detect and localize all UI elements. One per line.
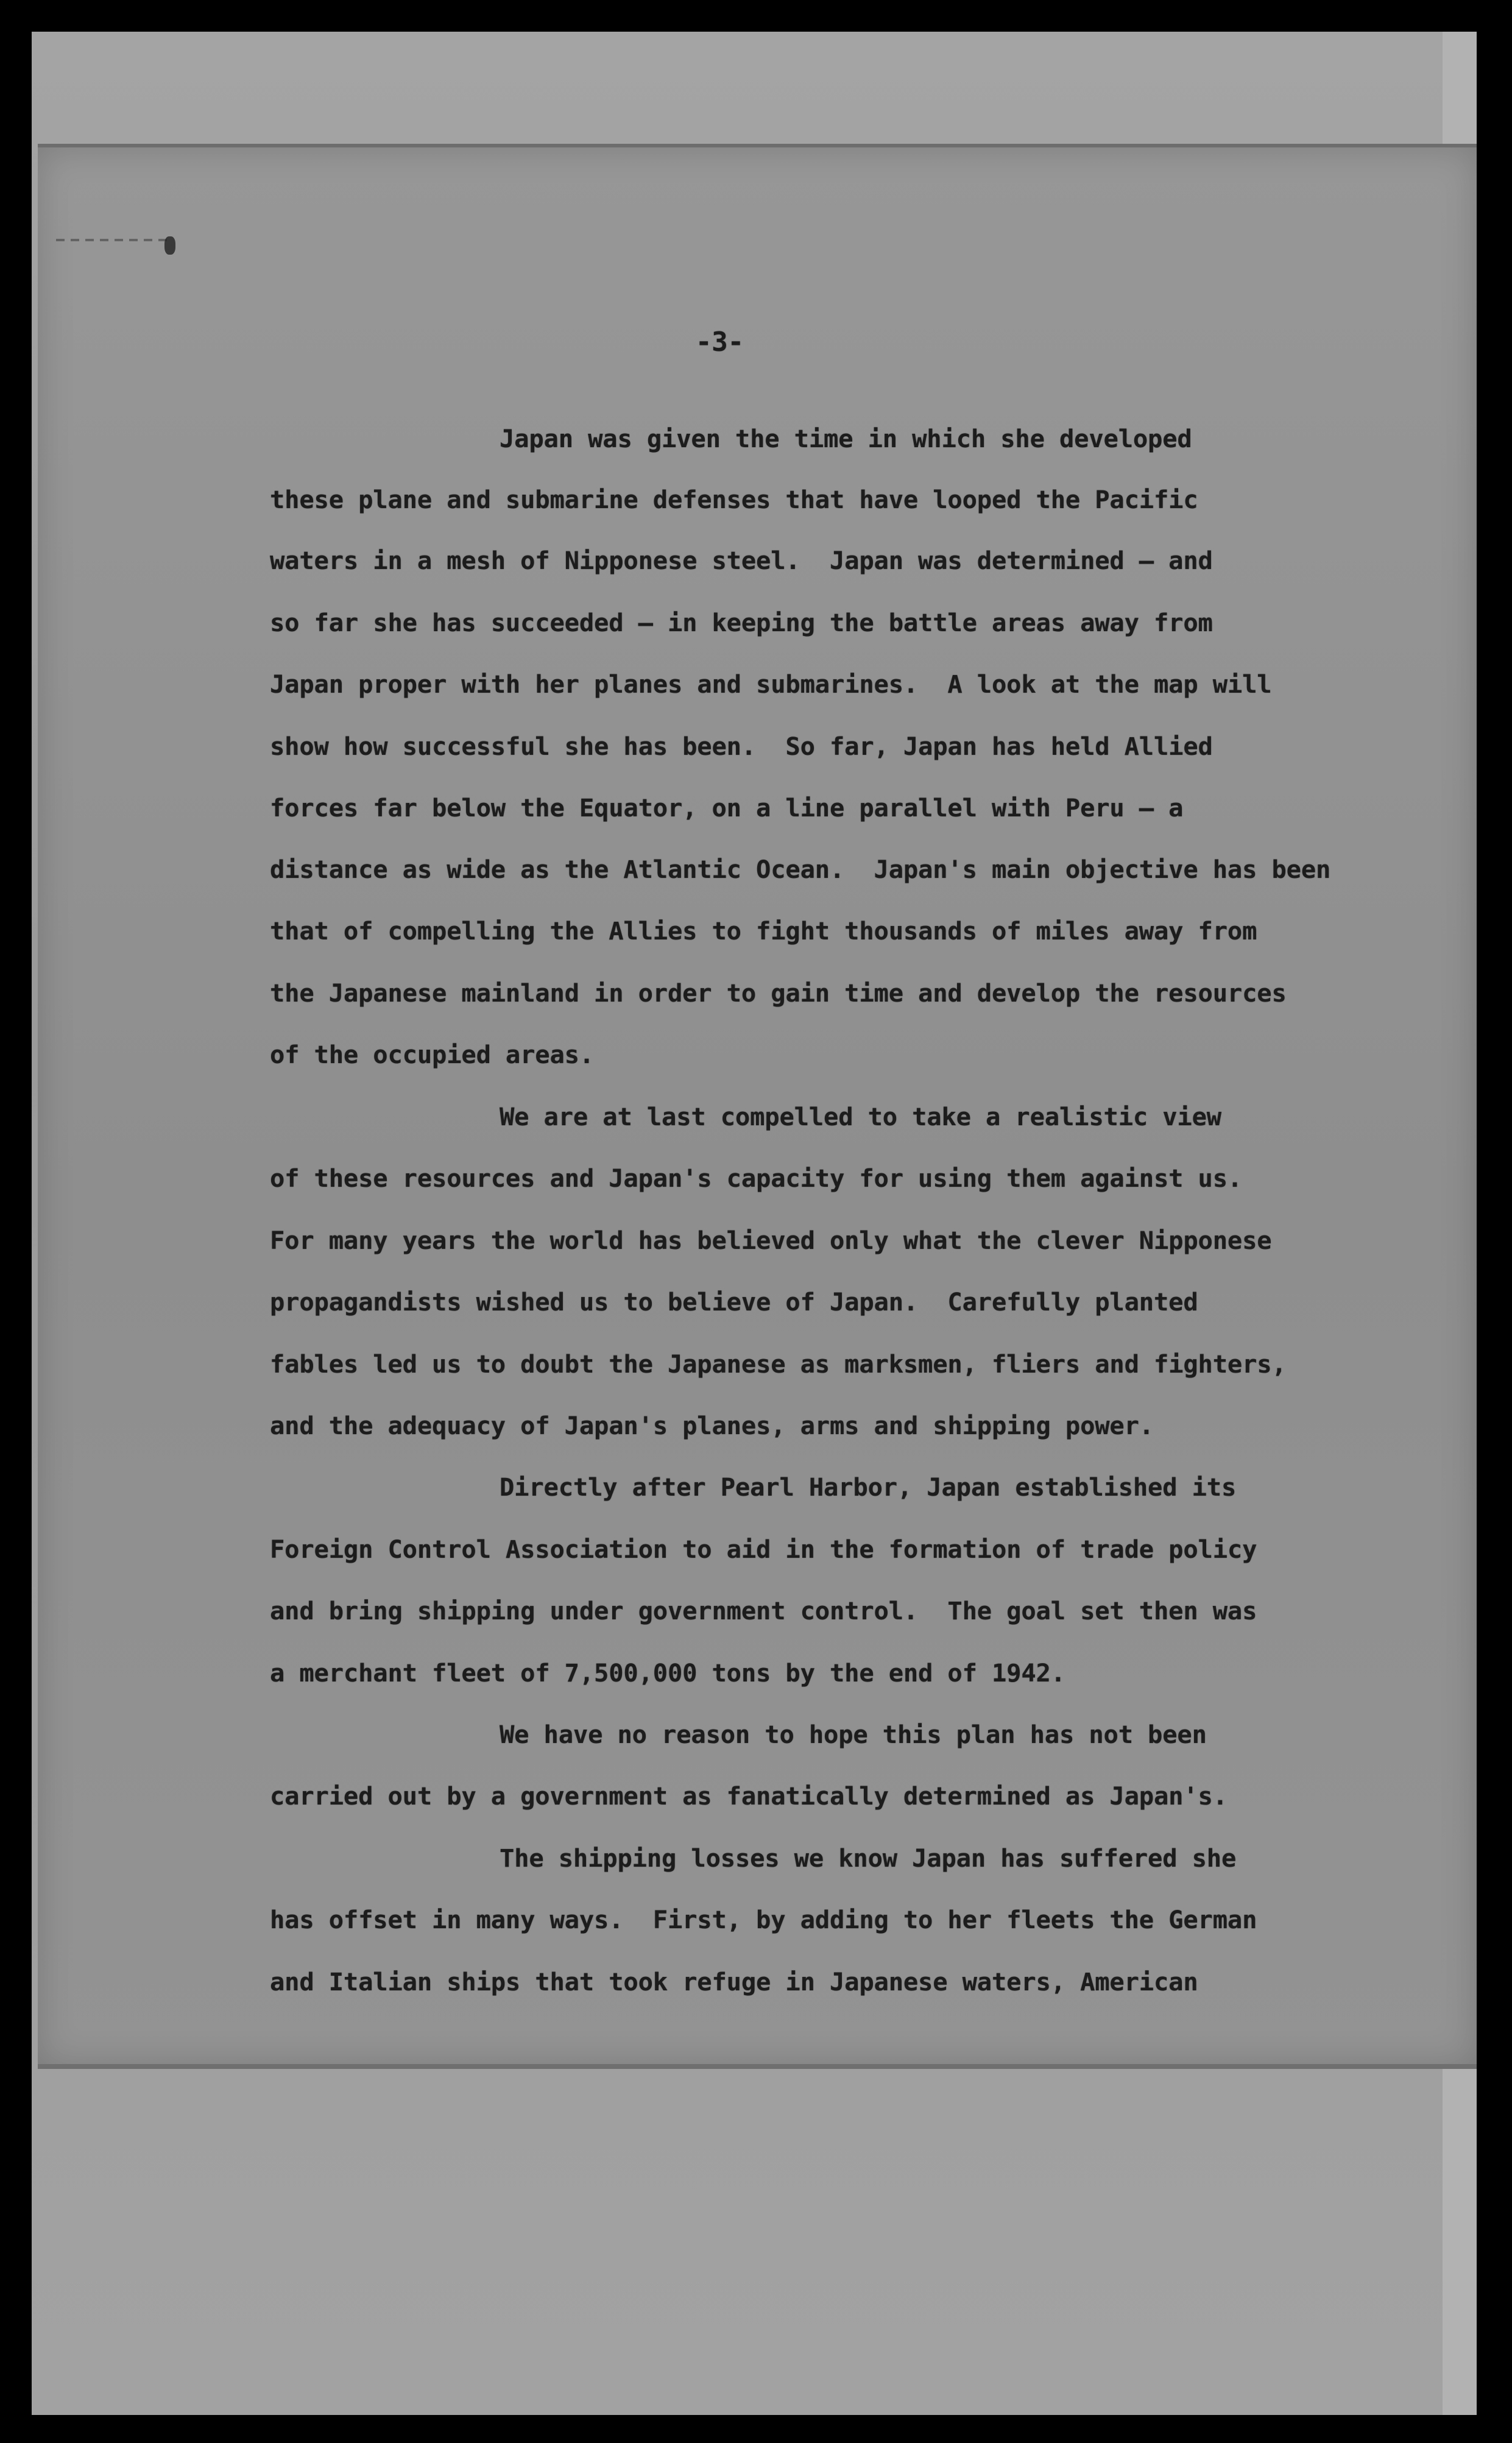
text-line: a merchant fleet of 7,500,000 tons by the end of 1942. xyxy=(270,1658,1065,1688)
page-bottom-edge xyxy=(38,2064,1477,2069)
text-line: so far she has succeeded — in keeping the battle areas away from xyxy=(270,608,1213,637)
text-line: We have no reason to hope this plan has not been xyxy=(500,1720,1207,1749)
margin-blot xyxy=(164,236,175,255)
text-line: these plane and submarine defenses that have looped the Pacific xyxy=(270,485,1198,514)
text-line: propagandists wished us to believe of Japan. Carefully planted xyxy=(270,1287,1198,1317)
text-line: carried out by a government as fanatically determined as Japan's. xyxy=(270,1781,1228,1811)
text-line: has offset in many ways. First, by adding to her fleets the German xyxy=(270,1905,1257,1934)
text-line: Japan proper with her planes and submarines. A look at the map will xyxy=(270,670,1272,699)
text-line: We are at last compelled to take a realistic view xyxy=(500,1102,1221,1131)
text-line: of these resources and Japan's capacity for using them against us. xyxy=(270,1164,1243,1193)
text-line: that of compelling the Allies to fight thousands of miles away from xyxy=(270,916,1257,946)
text-line: Foreign Control Association to aid in the formation of trade policy xyxy=(270,1535,1257,1564)
text-line: fables led us to doubt the Japanese as marksmen, fliers and fighters, xyxy=(270,1349,1287,1379)
text-line: forces far below the Equator, on a line parallel with Peru — a xyxy=(270,793,1184,822)
text-line: of the occupied areas. xyxy=(270,1040,595,1069)
text-line: For many years the world has believed only what the clever Nipponese xyxy=(270,1226,1272,1255)
text-line: and bring shipping under government control. The goal set then was xyxy=(270,1596,1257,1625)
text-line: show how successful she has been. So far, Japan has held Allied xyxy=(270,732,1213,761)
text-line: The shipping losses we know Japan has suffered she xyxy=(500,1844,1237,1873)
text-line: waters in a mesh of Nipponese steel. Japan was determined — and xyxy=(270,546,1213,575)
margin-mark xyxy=(56,239,172,241)
text-line: Directly after Pearl Harbor, Japan established its xyxy=(500,1473,1237,1502)
text-line: distance as wide as the Atlantic Ocean. Japan's main objective has been xyxy=(270,855,1331,884)
text-line: and the adequacy of Japan's planes, arms and shipping power. xyxy=(270,1411,1154,1440)
text-line: and Italian ships that took refuge in Japanese waters, American xyxy=(270,1967,1198,1996)
text-line: the Japanese mainland in order to gain time and develop the resources xyxy=(270,978,1287,1008)
page-number: -3- xyxy=(696,327,744,358)
text-line: Japan was given the time in which she developed xyxy=(500,424,1192,453)
